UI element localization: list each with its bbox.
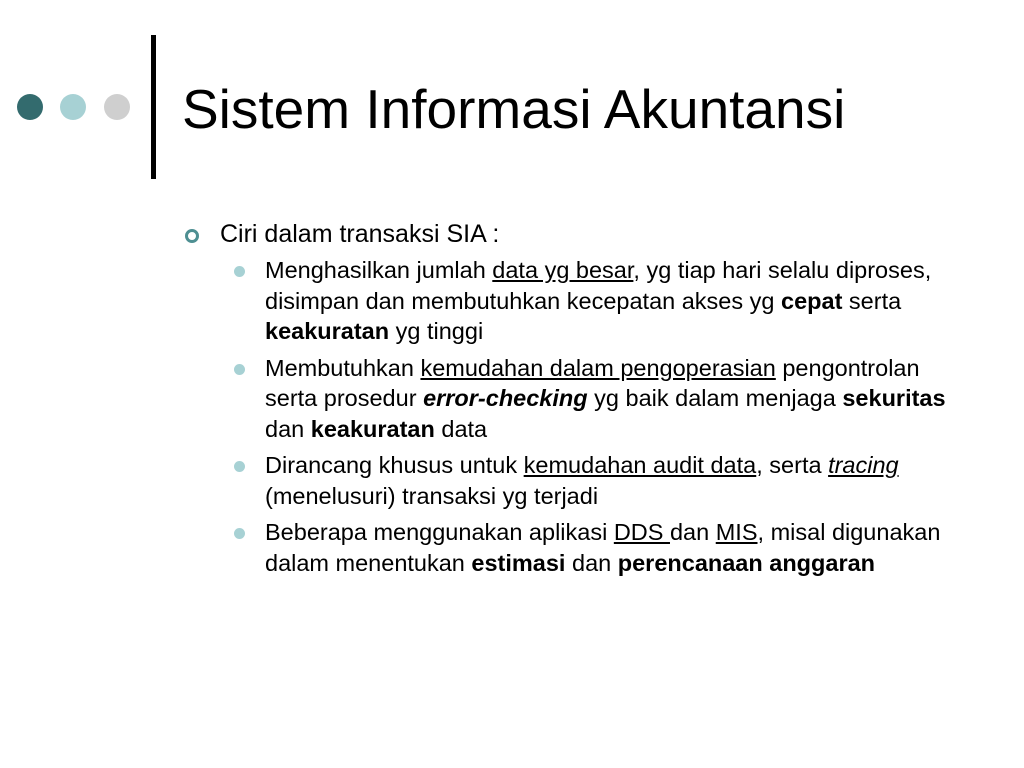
- body-text: , yg tiap hari selalu diproses, disimpan dan membutuhkan kecepatan akses yg: [265, 257, 932, 314]
- emphasis-text: keakuratan: [310, 415, 435, 442]
- emphasis-text: cepat: [781, 287, 843, 314]
- title-divider: [151, 35, 156, 179]
- bullet-heading-text: Ciri dalam transaksi SIA :: [220, 220, 500, 248]
- sub-bullet-text: [265, 519, 940, 576]
- grey-dot-icon: [104, 94, 130, 120]
- emphasis-text: estimasi: [471, 549, 566, 576]
- emphasis-text: error-checking: [423, 385, 588, 411]
- sub-bullet-text: [265, 257, 931, 344]
- dot-bullet-icon: [234, 266, 245, 277]
- body-text: yg baik dalam menjaga: [587, 385, 843, 411]
- body-text: , misal digunakan dalam menentukan: [265, 519, 941, 576]
- emphasis-text: tracing: [828, 452, 899, 478]
- dot-bullet-icon: [234, 461, 245, 472]
- body-text: serta: [842, 287, 902, 314]
- slide-title: Sistem Informasi Akuntansi: [182, 78, 846, 140]
- body-text: Menghasilkan jumlah: [265, 257, 493, 283]
- body-text: dan: [565, 549, 618, 576]
- sub-bullet-item: [265, 255, 965, 347]
- slide-content: [182, 219, 972, 584]
- emphasis-text: kemudahan audit data: [523, 452, 757, 478]
- emphasis-text: keakuratan: [265, 318, 390, 344]
- body-text: data: [434, 415, 488, 442]
- body-text: (menelusuri) transaksi yg terjadi: [265, 482, 599, 509]
- body-text: Membutuhkan: [265, 354, 421, 381]
- body-text: dan: [265, 415, 311, 442]
- ring-bullet-icon: [185, 229, 199, 243]
- sub-bullet-text: [265, 452, 899, 509]
- emphasis-text: sekuritas: [842, 385, 946, 411]
- sub-bullet-item: [265, 450, 965, 511]
- body-text: yg tinggi: [389, 318, 484, 344]
- body-text: , serta: [756, 452, 829, 478]
- dot-bullet-icon: [234, 528, 245, 539]
- dot-bullet-icon: [234, 364, 245, 375]
- emphasis-text: DDS: [613, 519, 670, 545]
- body-text: Beberapa menggunakan aplikasi: [265, 519, 614, 545]
- body-text: pengontrolan serta prosedur: [265, 354, 920, 411]
- sub-bullet-item: [265, 353, 965, 445]
- sub-bullet-item: [265, 517, 965, 578]
- light-teal-dot-icon: [60, 94, 86, 120]
- emphasis-text: MIS: [715, 519, 758, 545]
- bullet-heading: [182, 219, 972, 255]
- body-text: dan: [669, 519, 716, 545]
- body-text: Dirancang khusus untuk: [265, 452, 524, 478]
- emphasis-text: data yg besar: [492, 257, 634, 283]
- emphasis-text: kemudahan dalam pengoperasian: [420, 354, 776, 381]
- sub-bullet-text: [265, 355, 946, 442]
- dark-teal-dot-icon: [17, 94, 43, 120]
- emphasis-text: perencanaan anggaran: [617, 549, 876, 576]
